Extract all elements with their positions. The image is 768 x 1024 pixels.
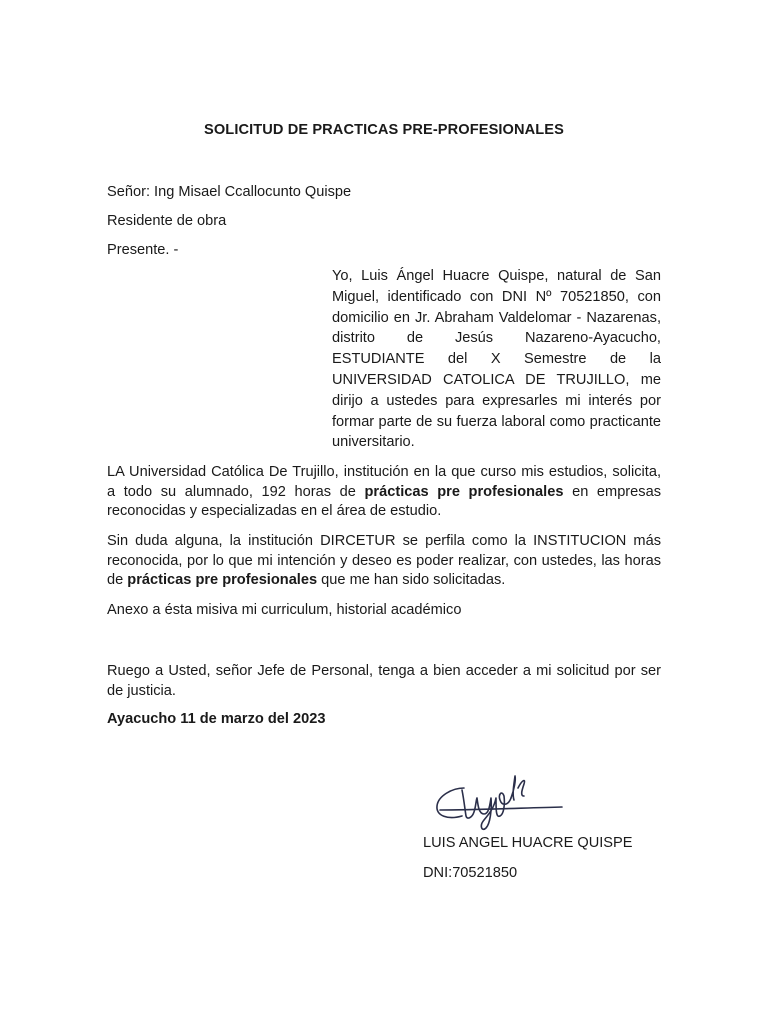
handwritten-signature	[432, 770, 572, 832]
paragraph-text: LA Universidad Católica De Trujillo, institución en la que curso mis estudios, solicita, a todo su alumnado, 192 horas de	[107, 464, 661, 500]
signer-dni: DNI:70521850	[423, 865, 518, 881]
paragraph-bold-text: prácticas pre profesionales	[364, 483, 564, 500]
paragraph-annex: Anexo a ésta misiva mi curriculum, historial académico	[107, 602, 462, 618]
paragraph-text: en empresas reconocidas y especializadas en el área de estudio.	[107, 483, 661, 520]
recipient-name: Señor: Ing Misael Ccallocunto Quispe	[107, 184, 352, 200]
intro-paragraph: Yo, Luis Ángel Huacre Quispe, natural de San Miguel, identificado con DNI Nº 70521850, con domicilio en Jr. Abraham Valdelomar - Nazarenas, distrito de Jesús Nazareno-Ayacucho, ESTUDIANTE del X Semestre de la UNIVERSIDAD CATOLICA DE TRUJILLO, me dirijo a ustedes para expresarles mi interés por formar parte de su fuerza laboral como practicante universitario.	[332, 268, 661, 451]
paragraph-text: Sin duda alguna, la institución DIRCETUR se perfila como la INSTITUCION más reconocida, por lo que mi intención y deseo es poder realizar, con ustedes, las horas de	[107, 533, 661, 589]
presente-line: Presente. -	[107, 242, 179, 258]
signer-name: LUIS ANGEL HUACRE QUISPE	[423, 835, 633, 851]
paragraph-institution	[107, 532, 661, 591]
closing-paragraph: Ruego a Usted, señor Jefe de Personal, tenga a bien acceder a mi solicitud por ser de justicia.	[107, 663, 661, 699]
date-line: Ayacucho 11 de marzo del 2023	[107, 711, 326, 727]
recipient-position: Residente de obra	[107, 213, 227, 229]
paragraph-text: que me han sido solicitadas.	[317, 572, 506, 589]
paragraph-university-request	[107, 463, 661, 522]
document-title: SOLICITUD DE PRACTICAS PRE-PROFESIONALES	[204, 122, 564, 138]
paragraph-bold-text: prácticas pre profesionales	[127, 572, 318, 589]
